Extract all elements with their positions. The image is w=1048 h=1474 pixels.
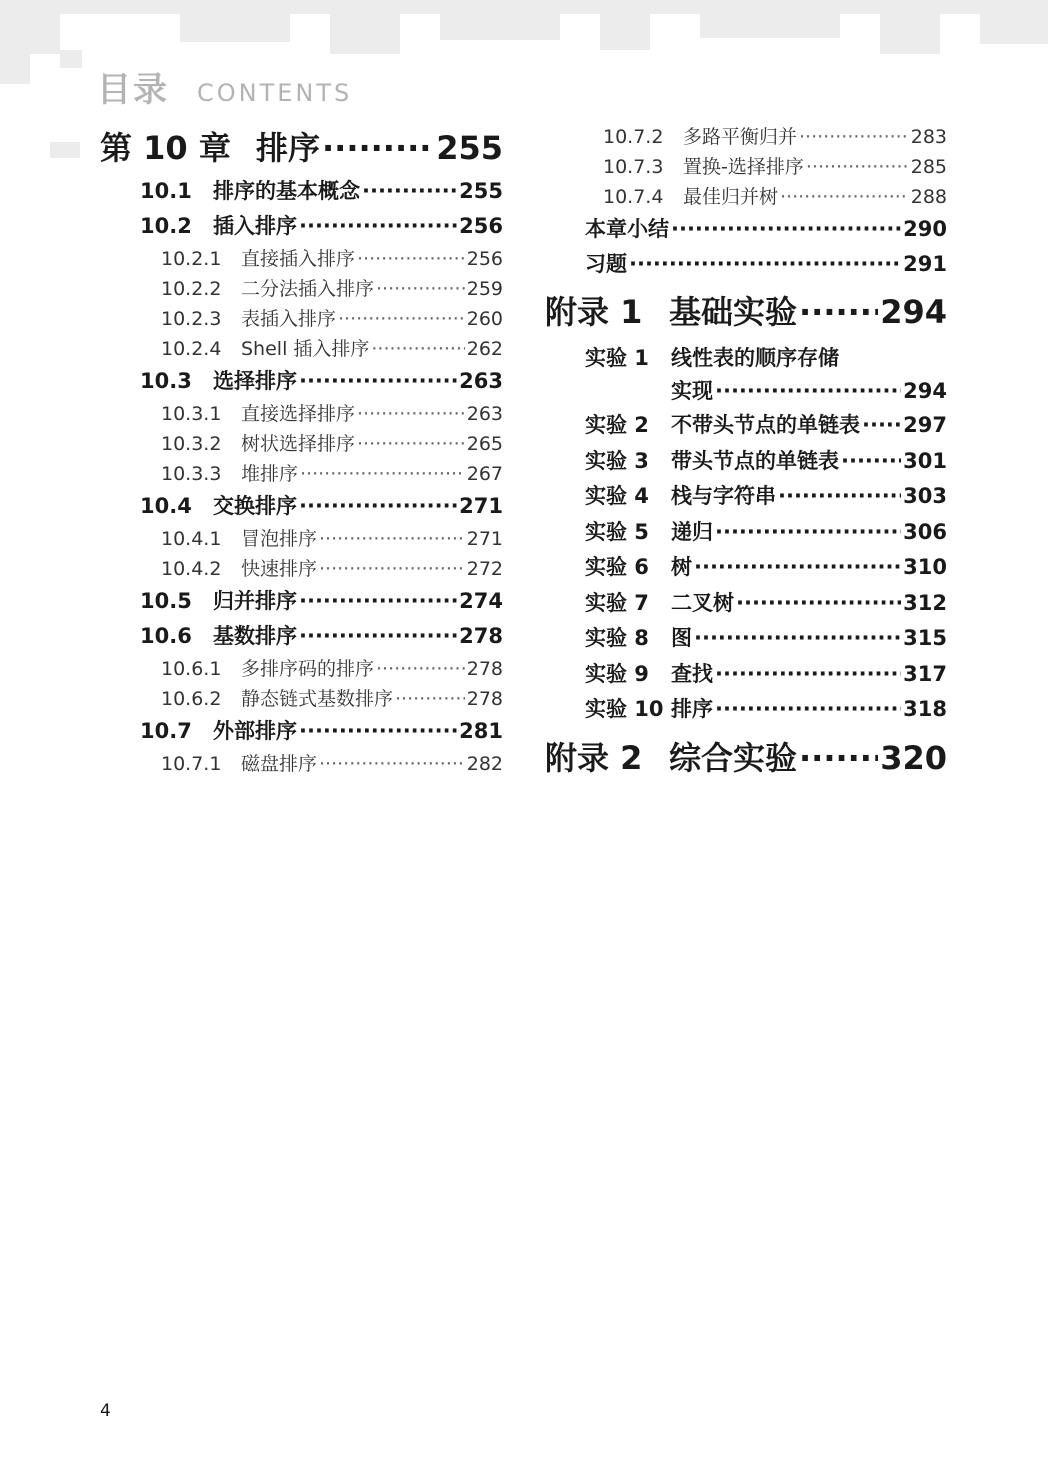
entry-number: 10.2 [140,214,192,238]
dot-leader [299,619,457,654]
entry-title: 栈与字符串 [671,484,776,508]
entry-page: 263 [466,403,503,425]
entry-page: 267 [466,463,503,485]
dot-leader [319,524,465,554]
dot-leader [299,714,457,749]
entry-number: 10.4.2 [161,558,222,580]
toc-subsection-entry[interactable] [100,749,503,779]
toc-subsection-entry[interactable] [100,399,503,429]
entry-page: 285 [910,156,947,178]
entry-page: 315 [903,626,947,650]
toc-experiment-entry[interactable] [545,550,947,586]
entry-title: 外部排序 [213,719,297,743]
entry-number: 10.7.4 [603,186,664,208]
toc-title-cn: 目录 [97,70,169,110]
entry-title: 带头节点的单链表 [671,448,839,473]
dot-leader [322,122,434,174]
toc-subsection-entry[interactable] [100,334,503,364]
summary-title: 本章小结 [585,217,669,241]
toc-subsection-entry[interactable] [100,654,503,684]
appendix2-title: 综合实验 [669,738,798,777]
dot-leader [694,621,901,657]
entry-page: 259 [466,278,503,300]
entry-number: 实验 2 [585,413,649,437]
entry-number: 10.2.4 [161,338,222,360]
dot-leader [299,209,457,244]
chapter-number: 第 10 章 [100,129,231,167]
entry-title: 树 [671,555,692,579]
dot-leader [780,182,909,212]
dot-leader [338,304,465,334]
entry-title: 基数排序 [213,624,297,648]
entry-title: 表插入排序 [241,308,337,330]
toc-section-entry[interactable] [100,174,503,209]
toc-section-entry[interactable] [100,489,503,524]
toc-subsection-entry[interactable] [100,244,503,274]
dot-leader [841,444,901,480]
experiment1-page: 294 [903,379,947,403]
toc-subsection-entry[interactable] [100,274,503,304]
dot-leader [694,550,901,586]
toc-experiment-entry[interactable] [545,621,947,657]
entry-page: 306 [903,519,947,544]
entry-number: 10.1 [140,179,192,203]
toc-left-column [100,122,503,779]
dot-leader [319,749,465,779]
dot-leader [376,274,465,304]
entry-number: 10.6.1 [161,658,222,680]
dot-leader [362,174,457,209]
toc-right-column [545,122,947,788]
dot-leader [629,247,901,282]
entry-title: 冒泡排序 [241,528,318,550]
exercises-page: 291 [903,252,947,276]
entry-title: 快速排序 [241,558,318,580]
toc-experiment-entry[interactable] [545,515,947,551]
toc-subsection-entry[interactable] [100,554,503,584]
dot-leader [799,122,909,152]
toc-section-entry[interactable] [100,584,503,619]
toc-section-entry[interactable] [100,619,503,654]
dot-leader [806,152,909,182]
entry-title: 堆排序 [241,463,299,485]
entry-number: 10.6.2 [161,688,222,710]
toc-experiment-entry[interactable] [545,657,947,693]
dot-leader [376,654,465,684]
entry-title: 置换-选择排序 [683,156,804,178]
entry-number: 10.7.3 [603,156,664,178]
entry-page: 278 [466,688,503,710]
entry-number: 实验 8 [585,626,649,650]
entry-title: 交换排序 [213,494,297,518]
entry-number: 实验 5 [585,519,649,544]
entry-title: 静态链式基数排序 [241,688,394,710]
experiment1-title-line2: 实现 [671,379,713,403]
entry-number: 10.3.2 [161,433,222,455]
entry-page: 260 [466,308,503,330]
entry-title: 树状选择排序 [241,433,356,455]
toc-header [97,62,352,111]
entry-title: 不带头节点的单链表 [671,413,860,437]
entry-page: 288 [910,186,947,208]
entry-title: 直接插入排序 [241,248,356,270]
entry-page: 312 [903,590,947,615]
entry-page: 278 [466,658,503,680]
dot-leader [799,728,878,788]
entry-number: 10.3.1 [161,403,222,425]
entry-page: 274 [459,589,503,613]
toc-subsection-entry[interactable] [100,524,503,554]
dot-leader [862,408,901,444]
toc-experiment-entry[interactable] [545,586,947,622]
dot-leader [715,374,901,408]
toc-subsection-entry[interactable] [100,304,503,334]
dot-leader [395,684,465,714]
toc-subsection-entry[interactable] [100,684,503,714]
entry-page: 318 [903,697,947,721]
toc-experiment-entry[interactable] [545,444,947,480]
appendix2-number: 附录 2 [545,738,643,777]
toc-subsection-entry[interactable] [545,182,947,212]
entry-page: 297 [903,413,947,437]
experiment1-number: 实验 1 [585,346,649,370]
toc-experiment1-entry[interactable] [545,342,947,374]
entry-number: 实验 4 [585,484,649,508]
dot-leader [715,692,901,728]
entry-number: 10.2.3 [161,308,222,330]
entry-page: 303 [903,484,947,508]
dot-leader [300,459,465,489]
dot-leader [357,429,465,459]
entry-title: 多排序码的排序 [241,658,375,680]
toc-appendix2-entry[interactable] [545,728,947,788]
entry-page: 256 [466,248,503,270]
toc-subsection-entry[interactable] [100,459,503,489]
toc-exercises-entry[interactable] [545,247,947,282]
entry-page: 282 [466,753,503,775]
appendix2-page: 320 [880,738,947,777]
page-number: 4 [100,1401,111,1421]
chapter-title: 排序 [256,129,321,167]
entry-title: 多路平衡归并 [683,126,798,148]
entry-page: 256 [459,214,503,238]
chapter-page: 255 [436,129,503,167]
toc-chapter-entry[interactable] [100,122,503,174]
toc-title-en: CONTENTS [197,79,353,107]
entry-title: 最佳归并树 [683,186,779,208]
toc-experiment-entry[interactable] [545,479,947,515]
entry-title: 排序 [671,697,713,721]
toc-summary-entry[interactable] [545,212,947,247]
exercises-title: 习题 [585,252,627,276]
entry-title: 磁盘排序 [241,753,318,775]
dot-leader [778,479,901,515]
entry-title: Shell 插入排序 [241,338,370,360]
entry-number: 10.4.1 [161,528,222,550]
dot-leader [799,282,878,342]
toc-section-entry[interactable] [100,364,503,399]
entry-page: 317 [903,661,947,686]
toc-experiment-entry[interactable] [545,408,947,444]
toc-section-entry[interactable] [100,714,503,749]
entry-title: 查找 [671,661,713,686]
entry-title: 递归 [671,519,713,544]
entry-number: 10.7.1 [161,753,222,775]
dot-leader [671,212,901,247]
appendix1-page: 294 [880,293,947,331]
entry-page: 310 [903,555,947,579]
dot-leader [299,584,457,619]
entry-number: 10.4 [140,494,192,518]
entry-number: 实验 9 [585,661,649,686]
entry-page: 272 [466,558,503,580]
entry-number: 10.6 [140,624,192,648]
dot-leader [736,586,901,622]
experiment1-title-line1: 线性表的顺序存储 [671,346,839,370]
entry-page: 255 [459,179,503,203]
dot-leader [371,334,464,364]
toc-subsection-entry[interactable] [545,152,947,182]
toc-section-entry[interactable] [100,209,503,244]
dot-leader [299,364,457,399]
entry-page: 265 [466,433,503,455]
entry-page: 271 [466,528,503,550]
toc-experiment1-continuation[interactable] [545,374,947,408]
entry-page: 283 [910,126,947,148]
entry-page: 271 [459,494,503,518]
entry-number: 10.2.1 [161,248,222,270]
toc-subsection-entry[interactable] [100,429,503,459]
summary-page: 290 [903,217,947,241]
toc-appendix1-entry[interactable] [545,282,947,342]
entry-number: 10.2.2 [161,278,222,300]
toc-experiment-entry[interactable] [545,692,947,728]
dot-leader [299,489,457,524]
entry-title: 直接选择排序 [241,403,356,425]
appendix1-number: 附录 1 [545,293,643,331]
entry-number: 10.3 [140,369,192,393]
entry-number: 10.7.2 [603,126,664,148]
entry-number: 实验 10 [585,697,664,721]
entry-title: 归并排序 [213,589,297,613]
entry-page: 301 [903,448,947,473]
appendix1-title: 基础实验 [669,293,798,331]
entry-page: 281 [459,719,503,743]
entry-title: 图 [671,626,692,650]
entry-title: 排序的基本概念 [213,179,360,203]
entry-title: 二分法插入排序 [241,278,375,300]
entry-page: 262 [466,338,503,360]
dot-leader [319,554,465,584]
entry-number: 实验 3 [585,448,649,473]
dot-leader [357,399,465,429]
entry-number: 10.7 [140,719,192,743]
entry-page: 278 [459,624,503,648]
toc-subsection-entry[interactable] [545,122,947,152]
entry-page: 263 [459,369,503,393]
dot-leader [357,244,465,274]
entry-title: 二叉树 [671,590,734,615]
entry-title: 选择排序 [213,369,297,393]
entry-number: 10.3.3 [161,463,222,485]
entry-number: 10.5 [140,589,192,613]
entry-number: 实验 6 [585,555,649,579]
dot-leader [715,515,901,551]
entry-title: 插入排序 [213,214,297,238]
entry-number: 实验 7 [585,590,649,615]
dot-leader [715,657,901,693]
